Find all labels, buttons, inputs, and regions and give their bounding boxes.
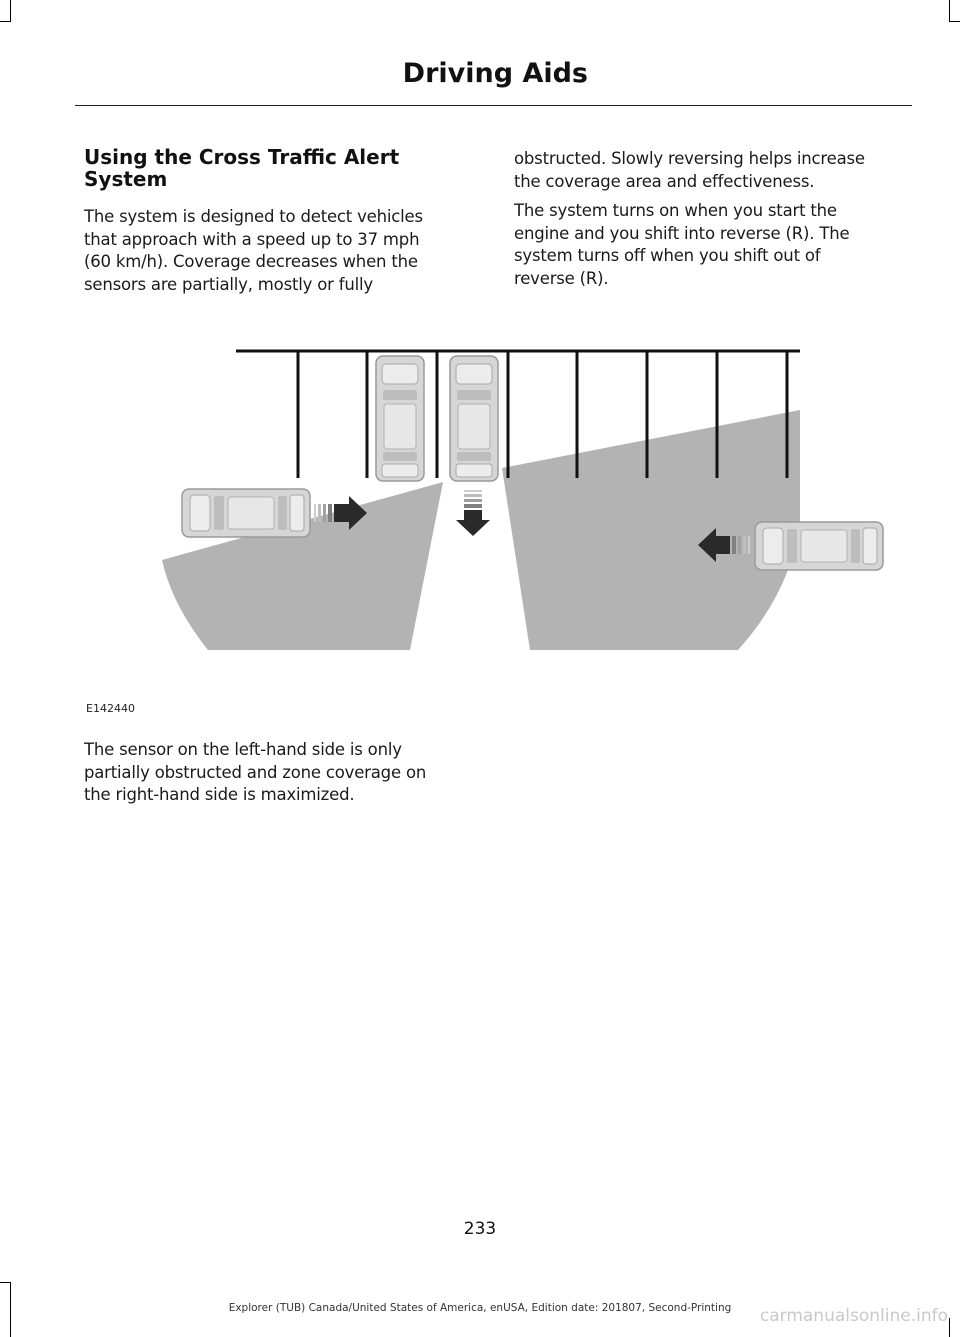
crop-mark-top-left-v: [10, 0, 11, 22]
crop-mark-top-left-h: [0, 21, 11, 22]
text-line: (60 km/h). Coverage decreases when the: [84, 252, 418, 271]
crop-mark-top-right-h: [949, 21, 960, 22]
crop-mark-bottom-left-h: [0, 1282, 11, 1283]
crop-mark-top-right-v: [949, 0, 950, 22]
text-line: obstructed. Slowly reversing helps increase: [514, 149, 865, 168]
cross-traffic-alert-illustration: [84, 330, 914, 715]
section-title: Driving Aids: [402, 58, 588, 89]
text-line: that approach with a speed up to 37 mph: [84, 229, 420, 249]
text-line: partially obstructed and zone coverage on: [84, 762, 427, 782]
approaching-car-left: [182, 489, 310, 537]
parked-car-left: [376, 356, 424, 481]
intro-paragraph: [84, 206, 484, 296]
text-line: reverse (R).: [514, 268, 609, 288]
intro-paragraph-continued: [514, 148, 914, 193]
watermark: carmanualsonline.info: [759, 1306, 948, 1326]
text-line: The sensor on the left-hand side is only: [84, 740, 402, 759]
header-divider: [75, 105, 912, 106]
page-number: 233: [463, 1219, 497, 1239]
approaching-car-right: [755, 522, 883, 570]
text-line: sensors are partially, mostly or fully: [84, 274, 373, 294]
publication-info: Explorer (TUB) Canada/United States of America, enUSA, Edition date: 201807, Second-Printing: [228, 1302, 732, 1314]
text-line: system turns off when you shift out of: [514, 246, 821, 265]
section-heading: Using the Cross Traffic Alert System: [84, 145, 400, 191]
parked-car-reversing: [450, 356, 498, 481]
coverage-paragraph: [84, 739, 484, 807]
crop-mark-bottom-right-v: [949, 1318, 950, 1337]
activation-paragraph: [514, 200, 914, 290]
reverse-arrow-icon: [456, 490, 490, 536]
text-line: The system turns on when you start the: [514, 201, 837, 220]
text-line: the right-hand side is maximized.: [84, 785, 355, 804]
text-line: engine and you shift into reverse (R). The: [514, 223, 850, 243]
text-line: the coverage area and effectiveness.: [514, 171, 815, 191]
text-line: The system is designed to detect vehicles: [84, 207, 423, 226]
figure-id: E142440: [86, 702, 135, 715]
